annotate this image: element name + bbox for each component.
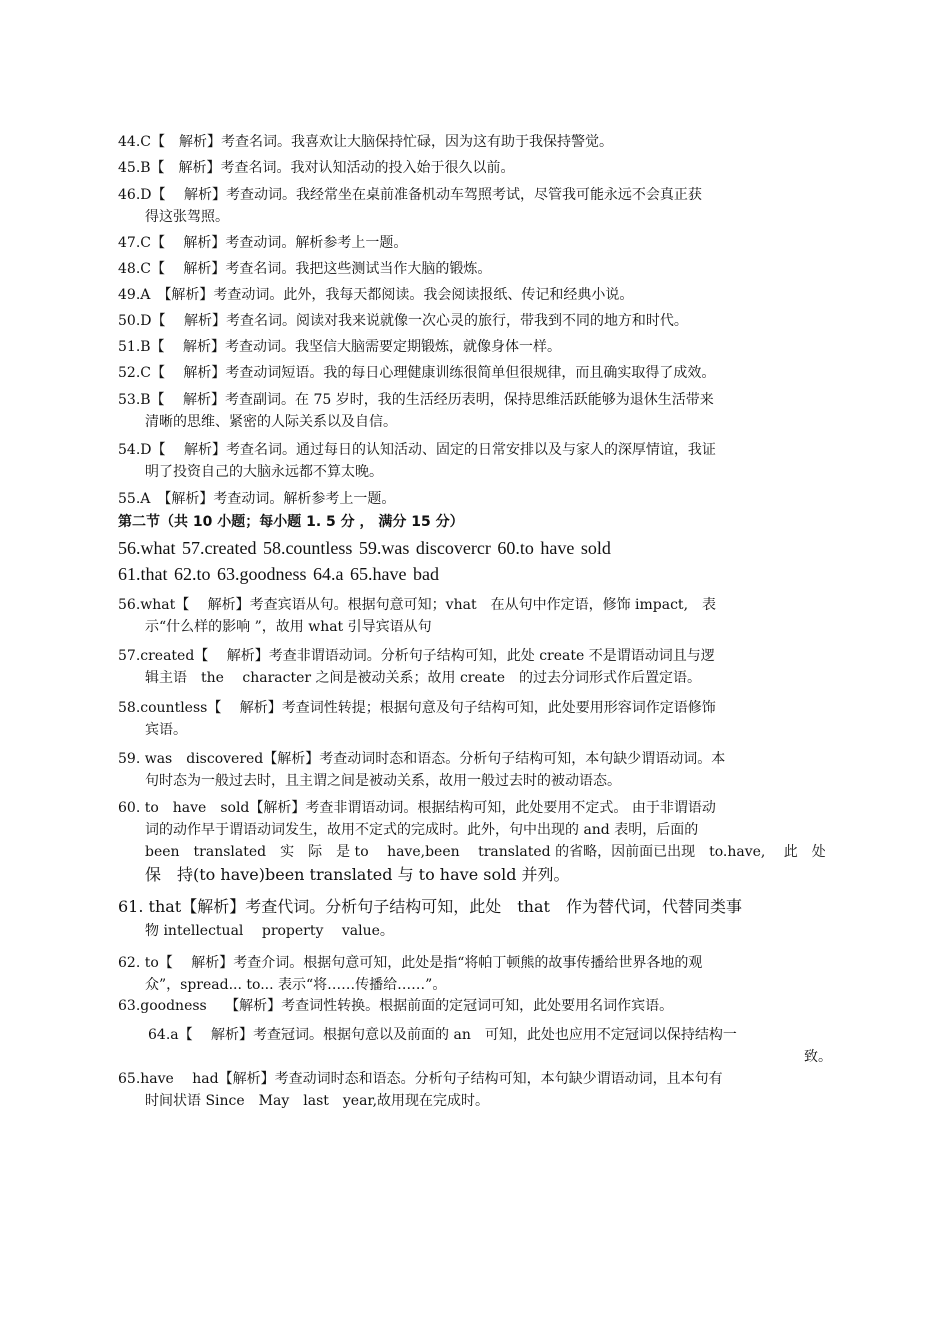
explanation-50: 50.D【 解析】考查名词。阅读对我来说就像一次心灵的旅行，带我到不同的地方和时代。 [118, 313, 688, 329]
explanation-44: 44.C【 解析】考查名词。我喜欢让大脑保持忙碌，因为这有助于我保持警觉。 [118, 134, 613, 150]
explanation-48: 48.C【 解析】考查名词。我把这些测试当作大脑的锻炼。 [118, 261, 492, 277]
explanation-57: 57.created【 解析】考查非谓语动词。分析句子结构可知，此处 create 不是谓语动词且与逻 辑主语 the character 之间是被动关系；故用 create 的过去分词形式作后置定语。 [118, 648, 715, 686]
explanation-63: 63.goodness 【解析】考查词性转换。根据前面的定冠词可知，此处要用名词作宾语。 [118, 998, 674, 1014]
explanation-49: 49.A 【解析】考查动词。此外，我每天都阅读。我会阅读报纸、传记和经典小说。 [118, 287, 634, 303]
explanation-52: 52.C【 解析】考查动词短语。我的每日心理健康训练很简单但很规律，而且确实取得了成效。 [118, 365, 716, 381]
explanation-60: 60. to have sold【解析】考查非谓语动词。根据结构可知，此处要用不定式。 由于非谓语动 词的动作早于谓语动词发生，故用不定式的完成时。此外，句中出现的 and 表明，后面的 been translated 实 际 是 to have,been translated 的省略，因前面已出现 to.have, 此 处 保 持(to have)been translated 与 to have sold 并列。 [118, 800, 826, 884]
explanation-61: 61. that【解析】考查代词。分析句子结构可知，此处 that 作为替代词，代替同类事 物 intellectual property value。 [118, 897, 742, 939]
explanation-65: 65.have had【解析】考查动词时态和语态。分析句子结构可知，本句缺少谓语动词，且本句有 时间状语 Since May last year,故用现在完成时。 [118, 1071, 723, 1109]
explanation-59: 59. was discovered【解析】考查动词时态和语态。分析句子结构可知，本句缺少谓语动词。本 句时态为一般过去时，且主谓之间是被动关系，故用一般过去时的被动语态。 [118, 751, 726, 789]
explanation-47: 47.C【 解析】考查动词。解析参考上一题。 [118, 235, 408, 251]
explanation-46: 46.D【 解析】考查动词。我经常坐在桌前准备机动车驾照考试，尽管我可能永远不会真正获 得这张驾照。 [118, 187, 702, 225]
explanation-45: 45.B【 解析】考查名词。我对认知活动的投入始于很久以前。 [118, 160, 515, 176]
explanation-55: 55.A 【解析】考查动词。解析参考上一题。 [118, 491, 396, 507]
explanation-62: 62. to【 解析】考查介词。根据句意可知，此处是指“将帕丁顿熊的故事传播给世界各地的观 众”，spread... to... 表示“将……传播给……”。 [118, 955, 703, 993]
explanation-53: 53.B【 解析】考查副词。在 75 岁时，我的生活经历表明，保持思维活跃能够为退休生活带来 清晰的思维、紧密的人际关系以及自信。 [118, 392, 714, 430]
explanation-58: 58.countless【 解析】考查词性转提；根据句意及句子结构可知，此处要用形容词作定语修饰 宾语。 [118, 700, 716, 738]
explanation-54: 54.D【 解析】考查名词。通过每日的认知活动、固定的日常安排以及与家人的深厚情谊，我证 明了投资自己的大脑永远都不算太晚。 [118, 442, 716, 480]
answers-line-2: 61.that 62.to 63.goodness 64.a 65.have bad [118, 564, 439, 584]
section-heading: 第二节（共 10 小题；每小题 1. 5 分 ， 满分 15 分） [118, 514, 464, 530]
explanation-64: 64.a【 解析】考查冠词。根据句意以及前面的 an 可知，此处也应用不定冠词以保持结构一 致。 [148, 1027, 832, 1065]
explanation-51: 51.B【 解析】考查动词。我坚信大脑需要定期锻炼，就像身体一样。 [118, 339, 562, 355]
explanation-56: 56.what【 解析】考查宾语从句。根据句意可知；vhat 在从句中作定语，修饰 impact, 表 示“什么样的影响 ”，故用 what 引导宾语从句 [118, 597, 717, 635]
answers-line-1: 56.what 57.created 58.countless 59.was discovercr 60.to have sold [118, 538, 611, 558]
